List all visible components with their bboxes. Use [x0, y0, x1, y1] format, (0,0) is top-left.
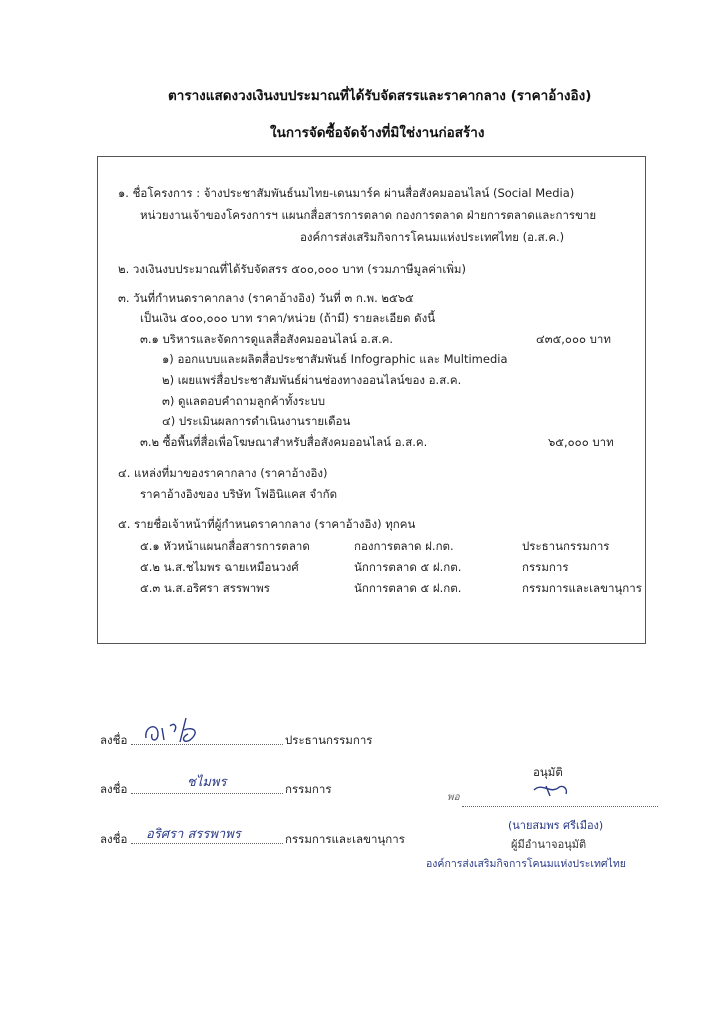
member-2-position: นักการตลาด ๕ ฝ.กต. [354, 560, 462, 574]
member-2-role: กรรมการ [522, 560, 569, 574]
price-source-heading: ๔. แหล่งที่มาของราคากลาง (ราคาอ้างอิง) [118, 466, 328, 480]
price-source: ราคาอ้างอิงของ บริษัท โฟอินิแคส จำกัด [140, 487, 338, 501]
project-name: ๑. ชื่อโครงการ : จ้างประชาสัมพันธ์นมไทย-เดนมาร์ค ผ่านสื่อสังคมออนไลน์ (Social Media) [118, 186, 575, 200]
project-owner: หน่วยงานเจ้าของโครงการฯ แผนกสื่อสารการตลาด กองการตลาด ฝ่ายการตลาดและการขาย [140, 208, 597, 222]
sign-label-1: ลงชื่อ [100, 733, 128, 747]
subitem-2: ๒) เผยแพร่สื่อประชาสัมพันธ์ผ่านช่องทางออนไลน์ของ อ.ส.ค. [162, 373, 462, 387]
approve-label: อนุมัติ [533, 765, 563, 779]
total-amount: เป็นเงิน ๕๐๐,๐๐๐ บาท ราคา/หน่วย (ถ้ามี) รายละเอียด ดังนี้ [140, 311, 436, 325]
member-3-name: ๕.๓ น.ส.อริศรา สรรพาพร [140, 581, 270, 595]
reference-date: ๓. วันที่กำหนดราคากลาง (ราคาอ้างอิง) วันที่ ๓ ก.พ. ๒๕๖๕ [118, 291, 414, 305]
member-1-name: ๕.๑ หัวหน้าแผนกสื่อสารการตลาด [140, 539, 310, 553]
item-3-1-label: ๓.๑ บริหารและจัดการดูแลสื่อสังคมออนไลน์ อ.ส.ค. [140, 332, 393, 346]
signer-2-role: กรรมการ [285, 782, 332, 796]
signature-line-2 [131, 793, 283, 794]
budget-line: ๒. วงเงินงบประมาณที่ได้รับจัดสรร ๕๐๐,๐๐๐ บาท (รวมภาษีมูลค่าเพิ่ม) [118, 262, 466, 276]
sign-label-2: ลงชื่อ [100, 782, 128, 796]
approver-title: ผู้มีอำนาจอนุมัติ [511, 838, 587, 851]
committee-signature-2: ชไมพร [187, 775, 227, 790]
approver-signature [532, 780, 572, 798]
sign-label-3: ลงชื่อ [100, 832, 128, 846]
subitem-1: ๑) ออกแบบและผลิตสื่อประชาสัมพันธ์ Infographic และ Multimedia [162, 352, 508, 366]
item-3-2-amount: ๖๕,๐๐๐ บาท [548, 435, 614, 449]
document-title: ตารางแสดงวงเงินงบประมาณที่ได้รับจัดสรรและราคากลาง (ราคาอ้างอิง) [168, 88, 592, 104]
project-org: องค์การส่งเสริมกิจการโคนมแห่งประเทศไทย (อ.ส.ค.) [300, 230, 565, 244]
committee-heading: ๕. รายชื่อเจ้าหน้าที่ผู้กำหนดราคากลาง (ราคาอ้างอิง) ทุกคน [118, 517, 416, 531]
chairman-signature [140, 712, 220, 748]
committee-signature-3: อริศรา สรรพาพร [146, 827, 241, 842]
approver-name: (นายสมพร ศรีเมือง) [508, 819, 604, 832]
approver-org: องค์การส่งเสริมกิจการโคนมแห่งประเทศไทย [426, 858, 626, 870]
member-2-name: ๕.๒ น.ส.ชไมพร ฉายเหมือนวงศ์ [140, 560, 299, 574]
signer-3-role: กรรมการและเลขานุการ [285, 832, 405, 846]
approval-annotation: พอ [447, 792, 460, 803]
subitem-4: ๔) ประเมินผลการดำเนินงานรายเดือน [162, 414, 351, 428]
member-3-position: นักการตลาด ๕ ฝ.กต. [354, 581, 462, 595]
member-1-position: กองการตลาด ฝ.กต. [354, 539, 454, 553]
subitem-3: ๓) ดูแลตอบคำถามลูกค้าทั้งระบบ [162, 394, 326, 408]
item-3-2-label: ๓.๒ ซื้อพื้นที่สื่อเพื่อโฆษณาสำหรับสื่อสังคมออนไลน์ อ.ส.ค. [140, 435, 428, 449]
approver-signature-line [462, 806, 658, 807]
item-3-1-amount: ๔๓๕,๐๐๐ บาท [536, 332, 611, 346]
member-1-role: ประธานกรรมการ [522, 539, 610, 553]
member-3-role: กรรมการและเลขานุการ [522, 581, 642, 595]
signer-1-role: ประธานกรรมการ [285, 733, 373, 747]
document-subtitle: ในการจัดซื้อจัดจ้างที่มิใช่งานก่อสร้าง [270, 125, 485, 141]
